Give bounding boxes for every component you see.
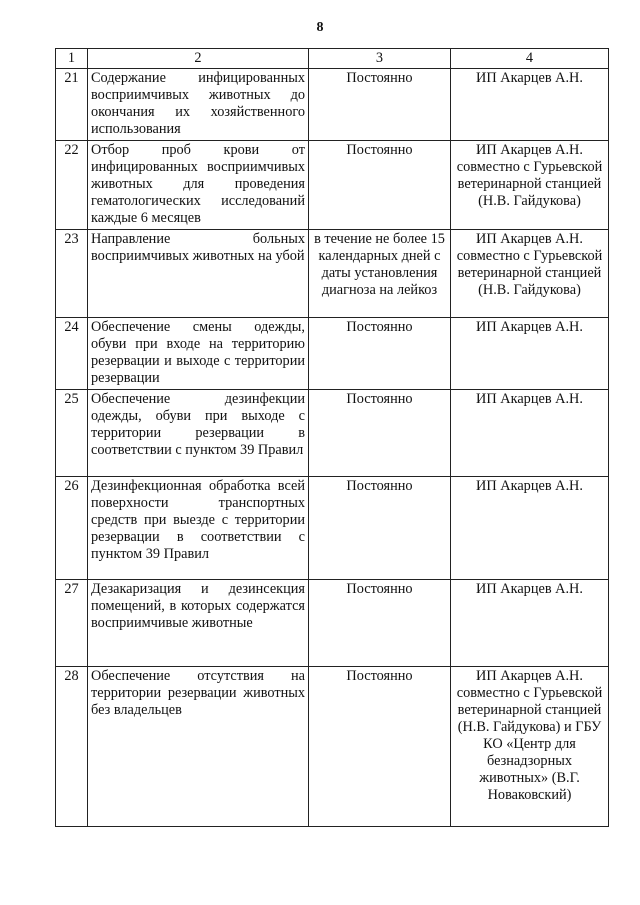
table-row (56, 390, 609, 477)
row-number: 23 (56, 230, 88, 318)
header-col-4: 4 (451, 49, 609, 69)
row-measure: Дезинфекционная обработка всей поверхности транспортных средств при выезде с территории резервации в соответствии с пунктом 39 Правил (88, 477, 309, 580)
header-col-1: 1 (56, 49, 88, 69)
table-row (56, 318, 609, 390)
row-measure: Обеспечение смены одежды, обуви при входе на территорию резервации и выходе с территории резервации (88, 318, 309, 390)
row-responsible: ИП Акарцев А.Н. совместно с Гурьевской ветеринарной станцией (Н.В. Гайдукова) (451, 230, 609, 318)
row-responsible: ИП Акарцев А.Н. (451, 390, 609, 477)
row-measure: Отбор проб крови от инфицированных восприимчивых животных для проведения гематологических исследований каждые 6 месяцев (88, 141, 309, 230)
table-row (56, 141, 609, 230)
row-responsible: ИП Акарцев А.Н. (451, 477, 609, 580)
row-term: Постоянно (309, 69, 451, 141)
measures-table (55, 48, 609, 827)
row-responsible: ИП Акарцев А.Н. (451, 318, 609, 390)
header-row (56, 49, 609, 69)
table-row (56, 230, 609, 318)
table-row (56, 580, 609, 667)
row-responsible: ИП Акарцев А.Н. совместно с Гурьевской ветеринарной станцией (Н.В. Гайдукова) и ГБУ КО «Центр для безнадзорных животных» (В.Г. Новаковский) (451, 667, 609, 827)
header-col-3: 3 (309, 49, 451, 69)
table-row (56, 667, 609, 827)
row-term: Постоянно (309, 141, 451, 230)
row-number: 21 (56, 69, 88, 141)
row-measure: Дезакаризация и дезинсекция помещений, в которых содержатся восприимчивые животные (88, 580, 309, 667)
row-measure: Обеспечение отсутствия на территории резервации животных без владельцев (88, 667, 309, 827)
row-number: 27 (56, 580, 88, 667)
row-responsible: ИП Акарцев А.Н. (451, 580, 609, 667)
row-number: 25 (56, 390, 88, 477)
row-responsible: ИП Акарцев А.Н. совместно с Гурьевской ветеринарной станцией (Н.В. Гайдукова) (451, 141, 609, 230)
row-number: 28 (56, 667, 88, 827)
row-measure: Направление больных восприимчивых животных на убой (88, 230, 309, 318)
row-number: 26 (56, 477, 88, 580)
row-term: Постоянно (309, 580, 451, 667)
row-measure: Обеспечение дезинфекции одежды, обуви при выходе с территории резервации в соответствии с пунктом 39 Правил (88, 390, 309, 477)
row-measure: Содержание инфицированных восприимчивых животных до окончания их хозяйственного использования (88, 69, 309, 141)
page-number: 8 (316, 20, 324, 35)
row-term: Постоянно (309, 667, 451, 827)
row-number: 22 (56, 141, 88, 230)
row-responsible: ИП Акарцев А.Н. (451, 69, 609, 141)
row-term: Постоянно (309, 390, 451, 477)
row-number: 24 (56, 318, 88, 390)
row-term: в течение не более 15 календарных дней с даты установления диагноза на лейкоз (309, 230, 451, 318)
table-row (56, 69, 609, 141)
row-term: Постоянно (309, 477, 451, 580)
header-col-2: 2 (88, 49, 309, 69)
row-term: Постоянно (309, 318, 451, 390)
table-row (56, 477, 609, 580)
